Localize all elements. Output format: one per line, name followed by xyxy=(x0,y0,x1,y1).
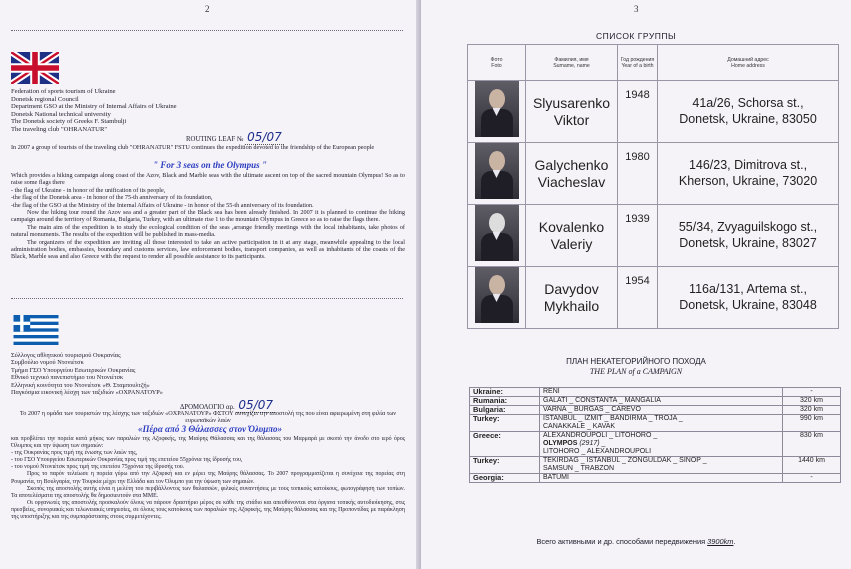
plan-route: VARNA _ BURGAS _ CAREVO xyxy=(540,406,783,415)
total-distance-note: Всего активными и др. способами передвижения 3900km. xyxy=(536,537,736,546)
member-name: Davydov Mykhailo xyxy=(526,267,618,329)
body-paragraph: The main aim of the expedition is to study the ecological condition of the seas ,arrange friendly meetings with the local inhabitants, take photos of natural monuments. The results of the expedition will be published in mass-media. xyxy=(11,223,405,239)
member-photo xyxy=(475,267,519,323)
greece-flag-icon xyxy=(13,315,59,345)
member-address: 41a/26, Schorsa st., Donetsk, Ukraine, 83050 xyxy=(658,81,839,143)
org-line: Federation of sports tourism of Ukraine xyxy=(11,88,116,95)
plan-distance: 320 km xyxy=(783,397,841,406)
plan-route: ALEXANDROUPOLI _ LITOHORO _ OLYMPOS (2917) _ LITOHORO _ ALEXANDROUPOLI xyxy=(540,432,783,457)
divider-middle-left xyxy=(11,298,403,299)
routing-label: ROUTING LEAF № xyxy=(186,136,244,143)
org-line: Συμβούλιο νομού Ντονιέτσκ xyxy=(11,359,84,367)
table-row xyxy=(470,397,841,406)
body-paragraph: Προς το παρόν τελείωσε η πορεία γύρω από την Αζοφική και εν μέρει της Μαύρης θάλασσας. Το 2007 προγραμματίζεται η συνέχεια της πορείας στη Ρουμανία, τη Βουλγαρία, την Τουρκία μέχρι την Ελλάδα και τον Όλυμπο για την ύψωση των σημαιών. xyxy=(11,471,405,485)
org-line: Donetsk National technical university xyxy=(11,110,111,118)
plan-country: Turkey: xyxy=(470,415,540,432)
headline-en: " For 3 seas on the Olympus " xyxy=(153,160,267,170)
photo-cell xyxy=(468,81,526,143)
org-line: Donetsk regional Council xyxy=(11,95,79,103)
member-photo xyxy=(475,143,519,199)
headline-gr: «Πέρα από 3 Θάλασσες στον Όλυμπο» xyxy=(137,424,283,434)
plan-country: Turkey: xyxy=(470,457,540,474)
left-page xyxy=(0,0,420,569)
body-paragraph: Now the hiking tour round the Azov sea and a greater part of the Black sea has been already finished. In 2007 it is planned to continue the hiking campaign around the territory of Romania, Bulgaria, Turkey, with an ultimate rise 1 to the mountain Olympus in Greece so as to raise the flags there. xyxy=(11,209,405,224)
plan-distance: - xyxy=(783,474,841,483)
plan-distance: 830 km xyxy=(783,432,841,457)
member-year: 1980 xyxy=(618,143,658,205)
photo-cell xyxy=(468,143,526,205)
body-en xyxy=(11,172,405,261)
page-number-right: 3 xyxy=(634,4,639,14)
table-row xyxy=(468,267,839,329)
total-distance: 3900km xyxy=(707,537,734,546)
body-paragraph: Σκοπός της αποστολής αυτής είναι η μελέτη του περιβάλλοντος των θαλασσών, φιλικές συναντήσεις με τους τοπικούς κατοίκους, φωτογράφηση των τοπίων. Τα αποτελέσματα της αποστολής θα δημοσιευτούν στα ΜΜΕ. xyxy=(11,485,405,499)
plan-country: Bulgaria: xyxy=(470,406,540,415)
table-row xyxy=(468,205,839,267)
body-paragraph: Οι οργανωτές της αποστολής προσκαλούν όλους να πάρουν δραστήριο μέρος σε κάθε της στάδιο και απευθύνονται στα όργανα τοπικής αυτοδιοίκησης, στις πρεσβείες, συνοριακές και τελωνειακές υπηρεσίες, σε όλους τους κατοίκους των παραλιών της Αζοφικής, της Μαύρης θάλασσας και της Προποντίδας με παράκληση της υποστήριξης και της συμπαράστασης στους συμμετέχοντες. xyxy=(11,499,405,521)
member-address: 146/23, Dimitrova st., Kherson, Ukraine, 73020 xyxy=(658,143,839,205)
header-year: Год рождения Year of a birth xyxy=(618,45,658,81)
plan-country: Rumania: xyxy=(470,397,540,406)
body-gr xyxy=(11,436,405,521)
routing-leaf-en xyxy=(186,130,284,144)
org-line: Παγκόσμια εικονική λέσχη των ταξιδιών «ΟΧΡΑΝΑΤΟΥΡ» xyxy=(11,389,163,397)
body-paragraph: και προβλέπει την πορεία κατά μήκος των παραλιών της Αζοφικής, της Μαύρης Θάλασσας και της θάλασσας του Μαρμαρά με σκοπό την άνοδο στο ιερό όρος Όλυμπος και την ύψωση των σημαιών: xyxy=(11,436,405,450)
body-paragraph: - του νομού Ντονιέτσκ προς τιμή της επετείου 75χρόνια της ίδρυσής του. xyxy=(11,464,185,471)
header-address: Домашний адрес Home address xyxy=(658,45,839,81)
group-list-title: СПИСОК ГРУППЫ xyxy=(596,31,676,41)
plan-country: Georgia: xyxy=(470,474,540,483)
org-line: The Donetsk society of Greeks F. Stambulji xyxy=(11,118,127,126)
routing-number: 05/07 xyxy=(247,130,282,144)
plan-route: TEKIRDAG _ ISTANBUL _ ZONGULDAK _ SINOP _ SAMSUN _ TRABZON xyxy=(540,457,783,474)
org-line: The traveling club "OHRANATUR" xyxy=(11,125,108,133)
header-name: Фамилия, имя Sumame, name xyxy=(526,45,618,81)
body-paragraph: - του ΓΣΟ Υπουργείου Εσωτερικών Ουκρανίας προς τιμή της επετείου 55χρόνια της ίδρυσής του, xyxy=(11,457,243,464)
plan-route: BATUMI xyxy=(540,474,783,483)
table-row xyxy=(470,406,841,415)
plan-title-ru: ПЛАН НЕКАТЕГОРИЙНОГО ПОХОДА xyxy=(566,357,706,366)
plan-distance: - xyxy=(783,388,841,397)
table-row xyxy=(470,432,841,457)
body-paragraph: The organizers of the expedition are inviting all those interested to take an active participation in it at any stage, meanwhile appealing to the local administration bodies, embassies, boundary and customs services, law enforcement bodies, transport companies, as well as inhabitants of the coasts of the Black, Marble seas and also Greece with the request to render all possible assistance to its participants. xyxy=(11,238,405,261)
intro-gr: Το 2007 η ομάδα των τουριστών της λέσχης των ταξιδιών «ΟΧΡΑΝΑΤΟΥΡ» ΦΣΤΟΥ συνεχίζει την αποστολή της που είναι αφιερωμένη στη φιλία των ευρωπαϊκών λαών xyxy=(19,410,397,425)
plan-route: RENI xyxy=(540,388,783,397)
page-number-left: 2 xyxy=(205,4,210,14)
body-paragraph: -the flag of the GSO at the Ministry of the Internal Affairs of Ukraine - in honor of the 55-th anniversary of its foundation. xyxy=(11,201,314,209)
group-table-header xyxy=(468,45,839,81)
org-line: Τμήμα ΓΣΟ Υπουργείου Εσωτερικών Ουκρανίας xyxy=(11,366,136,374)
member-year: 1939 xyxy=(618,205,658,267)
photo-cell xyxy=(468,267,526,329)
org-line: Σύλλογος αθλητικού τουρισμού Ουκρανίας xyxy=(11,352,121,359)
member-name: Kovalenko Valeriy xyxy=(526,205,618,267)
member-year: 1954 xyxy=(618,267,658,329)
org-list-gr xyxy=(11,352,391,396)
table-row xyxy=(470,457,841,474)
intro-en: In 2007 a group of tourists of the traveling club "OHRANATUR" FSTU continues the expedition devoted to the friendship of the European people xyxy=(11,144,375,151)
org-line: Department GSO at the Ministry of Internal Affairs of Ukraine xyxy=(11,103,177,111)
body-paragraph: Which provides a hiking campaign along coast of the Azov, Black and Marble seas with the ultimate ascent on top of the sacred mountain Olympus! So as to raise some flags there xyxy=(11,172,405,187)
divider-top-left xyxy=(11,30,403,31)
plan-distance: 1440 km xyxy=(783,457,841,474)
member-name: Galychenko Viacheslav xyxy=(526,143,618,205)
uk-flag-icon xyxy=(11,52,59,84)
member-photo xyxy=(475,205,519,261)
campaign-plan-table xyxy=(469,387,841,483)
org-line: Εθνικό τεχνικό πανεπιστήμιο του Ντονιέτσκ xyxy=(11,374,124,382)
org-list-en xyxy=(11,88,391,134)
member-address: 55/34, Zvyaguilskogo st., Donetsk, Ukraine, 83027 xyxy=(658,205,839,267)
plan-route: ISTANBUL _ IZMIT _ BANDIRMA _ TROJA _ CANAKKALE _ KAVAK xyxy=(540,415,783,432)
right-page xyxy=(421,0,851,569)
plan-country: Ukraine: xyxy=(470,388,540,397)
member-year: 1948 xyxy=(618,81,658,143)
table-row xyxy=(470,415,841,432)
plan-distance: 990 km xyxy=(783,415,841,432)
table-row xyxy=(468,81,839,143)
olympos-label: OLYMPOS xyxy=(543,440,578,447)
plan-distance: 320 km xyxy=(783,406,841,415)
plan-country: Greece: xyxy=(470,432,540,457)
routing-label: ΔΡΟΜΟΛΟΓΙΟ αρ. xyxy=(180,404,235,411)
plan-title-en: THE PLAN of a CAMPAIGN xyxy=(589,366,683,376)
group-table xyxy=(467,44,839,329)
member-name: Slyusarenko Viktor xyxy=(526,81,618,143)
photo-cell xyxy=(468,205,526,267)
table-row xyxy=(468,143,839,205)
table-row xyxy=(470,474,841,483)
plan-title xyxy=(421,357,851,376)
table-row xyxy=(470,388,841,397)
member-address: 116a/131, Artema st., Donetsk, Ukraine, 83048 xyxy=(658,267,839,329)
body-paragraph: - της Ουκρανίας προς τιμή της ένωσης των λαών της, xyxy=(11,450,138,457)
olympos-height: (2917) xyxy=(579,440,600,447)
body-paragraph: -the flag of the Donetsk area - in honor of the 75-th anniversary of its foundation, xyxy=(11,194,213,202)
header-photo: Фото Foto xyxy=(468,45,526,81)
plan-route: GALATI _ CONSTANTA _ MANGALIA xyxy=(540,397,783,406)
routing-number: 05/07 xyxy=(238,398,273,412)
member-photo xyxy=(475,81,519,137)
body-paragraph: - the flag of Ukraine - in honor of the unification of its people, xyxy=(11,186,166,194)
org-line: Ελληνική κοινότητα του Ντονιέτσκ «Θ. Σταμπουλτζή» xyxy=(11,381,150,389)
